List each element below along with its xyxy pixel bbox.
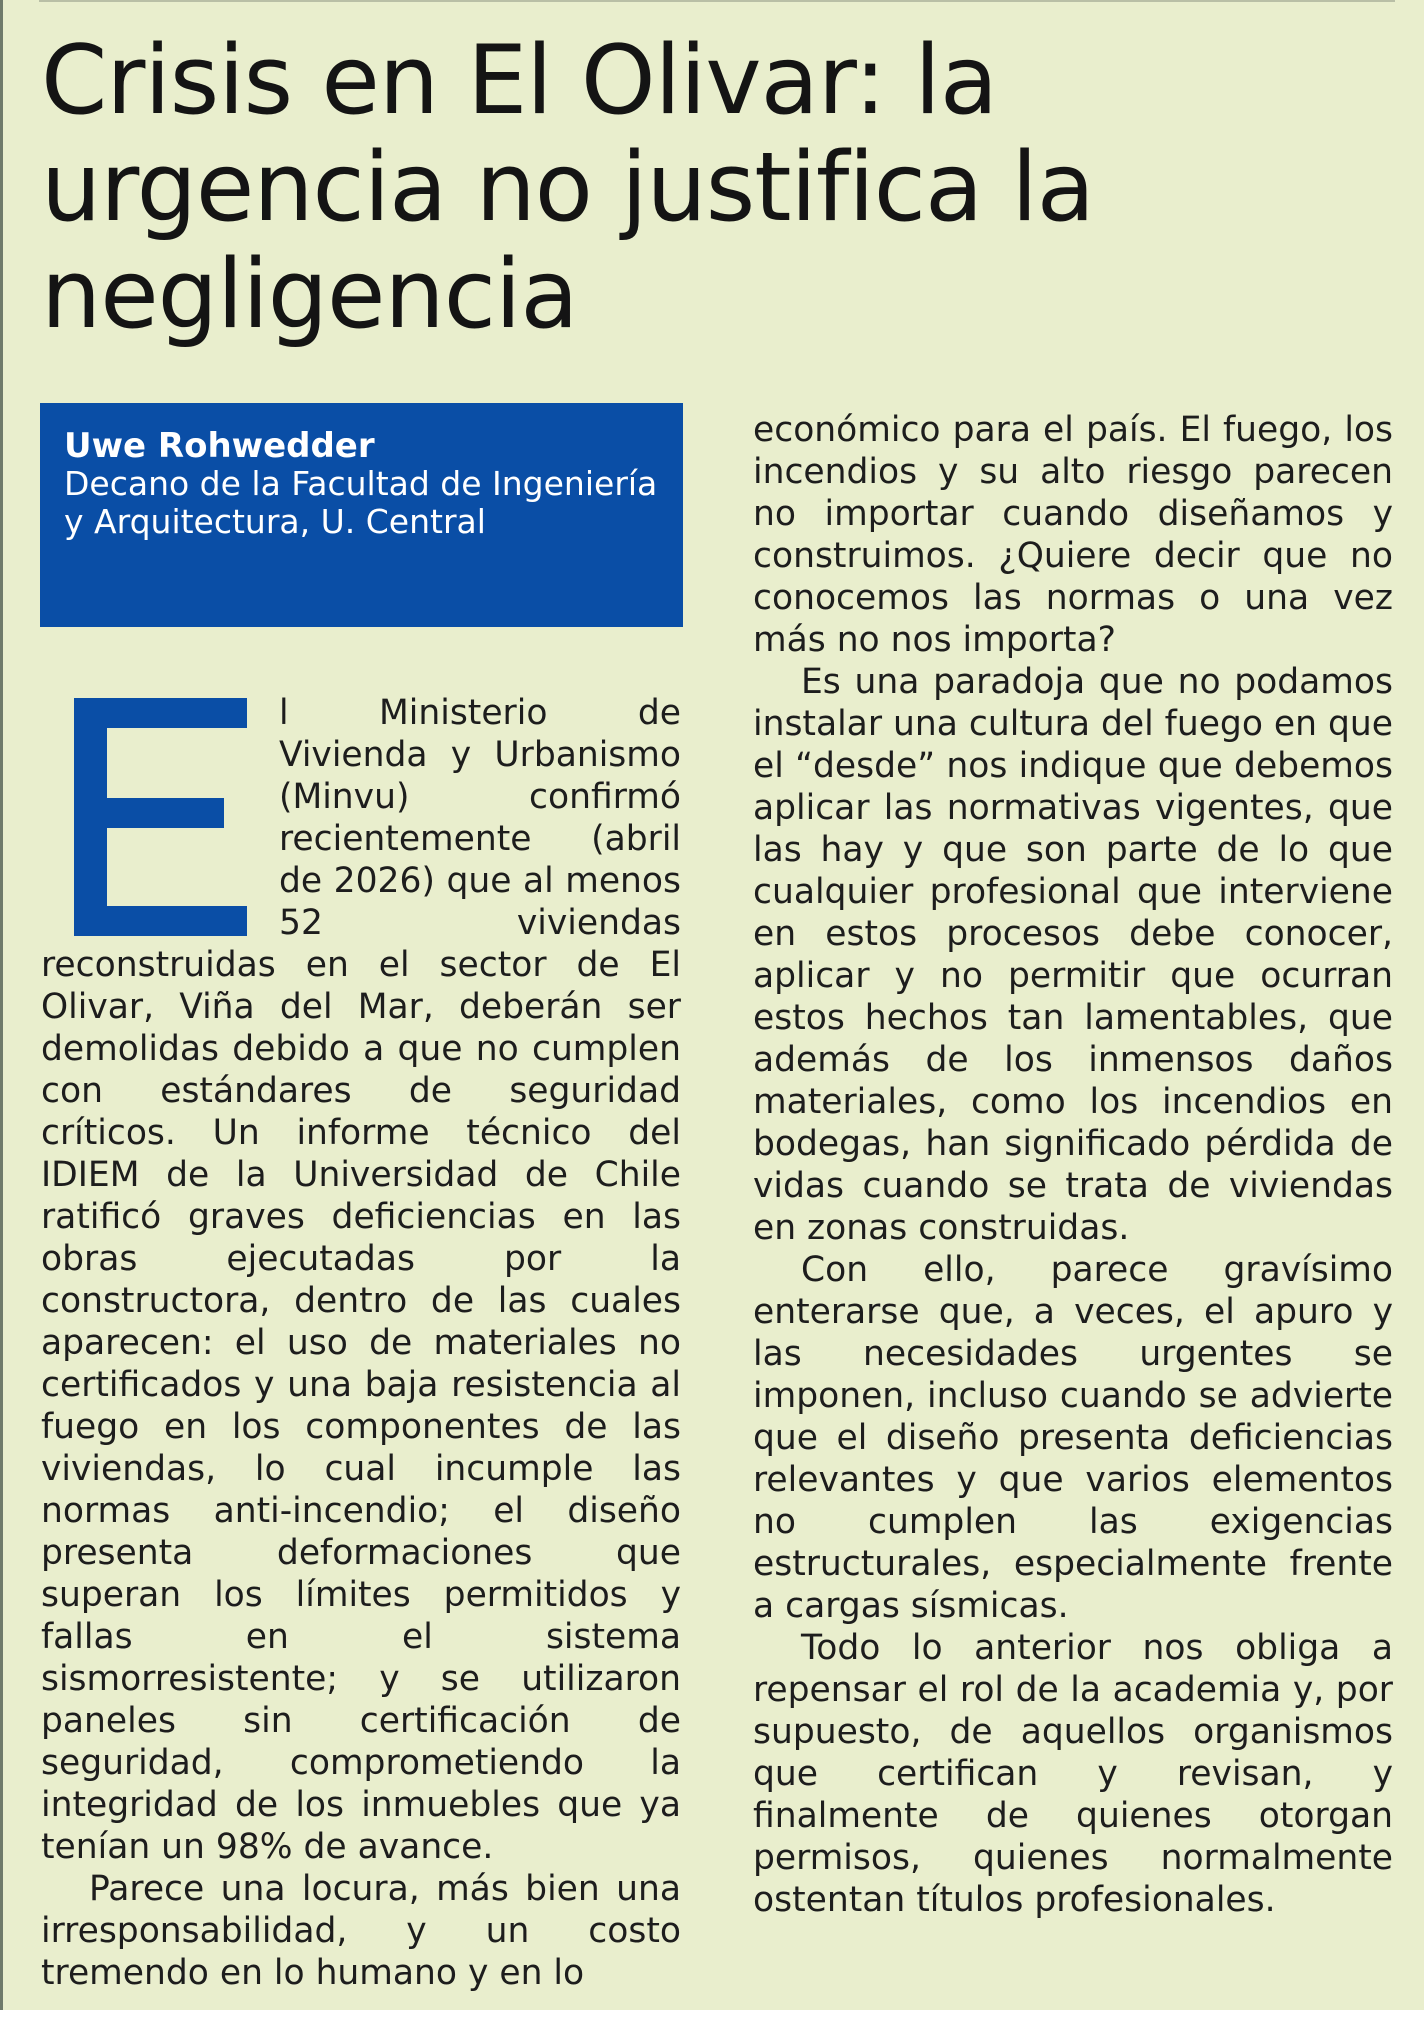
drop-cap xyxy=(74,698,247,936)
top-rule xyxy=(39,0,1395,2)
article-column-1 xyxy=(41,692,681,1994)
column-2-paragraph-4: Todo lo anterior nos obliga a repensar el rol de la academia y, por supuesto, de aquellos organismos que certifican y revisan, y finalmente de quienes otorgan permisos, quienes normalmente ostentan títulos profesionales. xyxy=(753,1628,1393,1920)
author-role: Decano de la Facultad de Ingeniería y Arquitectura, U. Central xyxy=(64,464,658,541)
column-2-paragraph-3: Con ello, parece gravísimo enterarse que, a veces, el apuro y las necesidades urgentes se imponen, incluso cuando se advierte que el diseño presenta deficiencias relevantes y que varios elementos no cumplen las exigencias estructurales, especialmente frente a cargas sísmicas. xyxy=(753,1250,1393,1626)
author-box xyxy=(40,403,683,627)
drop-cap-glyph xyxy=(74,698,247,936)
column-1-paragraph-2: Parece una locura, más bien una irresponsabilidad, y un costo tremendo en lo humano y en lo xyxy=(41,1869,681,1993)
column-2-paragraph-2: Es una paradoja que no podamos instalar una cultura del fuego en que el “desde” nos indique que debemos aplicar las normativas vigentes, que las hay y que son parte de lo que cualquier profesional que interviene en estos procesos debe conocer, aplicar y no permitir que ocurran estos hechos tan lamentables, que además de los inmensos daños materiales, como los incendios en bodegas, han significado pérdida de vidas cuando se trata de viviendas en zonas construidas. xyxy=(753,662,1393,1248)
column-1-paragraph-1: l Ministerio de Vivienda y Urbanismo (Minvu) confirmó recientemente (abril de 2026) que al menos 52 viviendas reconstruidas en el sector de El Olivar, Viña del Mar, deberán ser demolidas debido a que no cumplen con estándares de seguridad críticos. Un informe técnico del IDIEM de la Universidad de Chile ratificó graves deficiencias en las obras ejecutadas por la constructora, dentro de las cuales aparecen: el uso de materiales no certificados y una baja resistencia al fuego en los componentes de las viviendas, lo cual incumple las normas anti-incendio; el diseño presenta deformaciones que superan los límites permitidos y fallas en el sistema sismorresistente; y se utilizaron paneles sin certificación de seguridad, comprometiendo la integridad de los inmuebles que ya tenían un 98% de avance. xyxy=(41,693,681,1867)
author-name: Uwe Rohwedder xyxy=(64,426,375,466)
column-2-paragraph-1: económico para el país. El fuego, los incendios y su alto riesgo parecen no importar cuando diseñamos y construimos. ¿Quiere decir que no conocemos las normas o una vez más no nos importa? xyxy=(753,410,1393,660)
article-headline: Crisis en El Olivar: la urgencia no justifica la negligencia xyxy=(41,26,1094,350)
article-column-2 xyxy=(753,409,1393,1921)
